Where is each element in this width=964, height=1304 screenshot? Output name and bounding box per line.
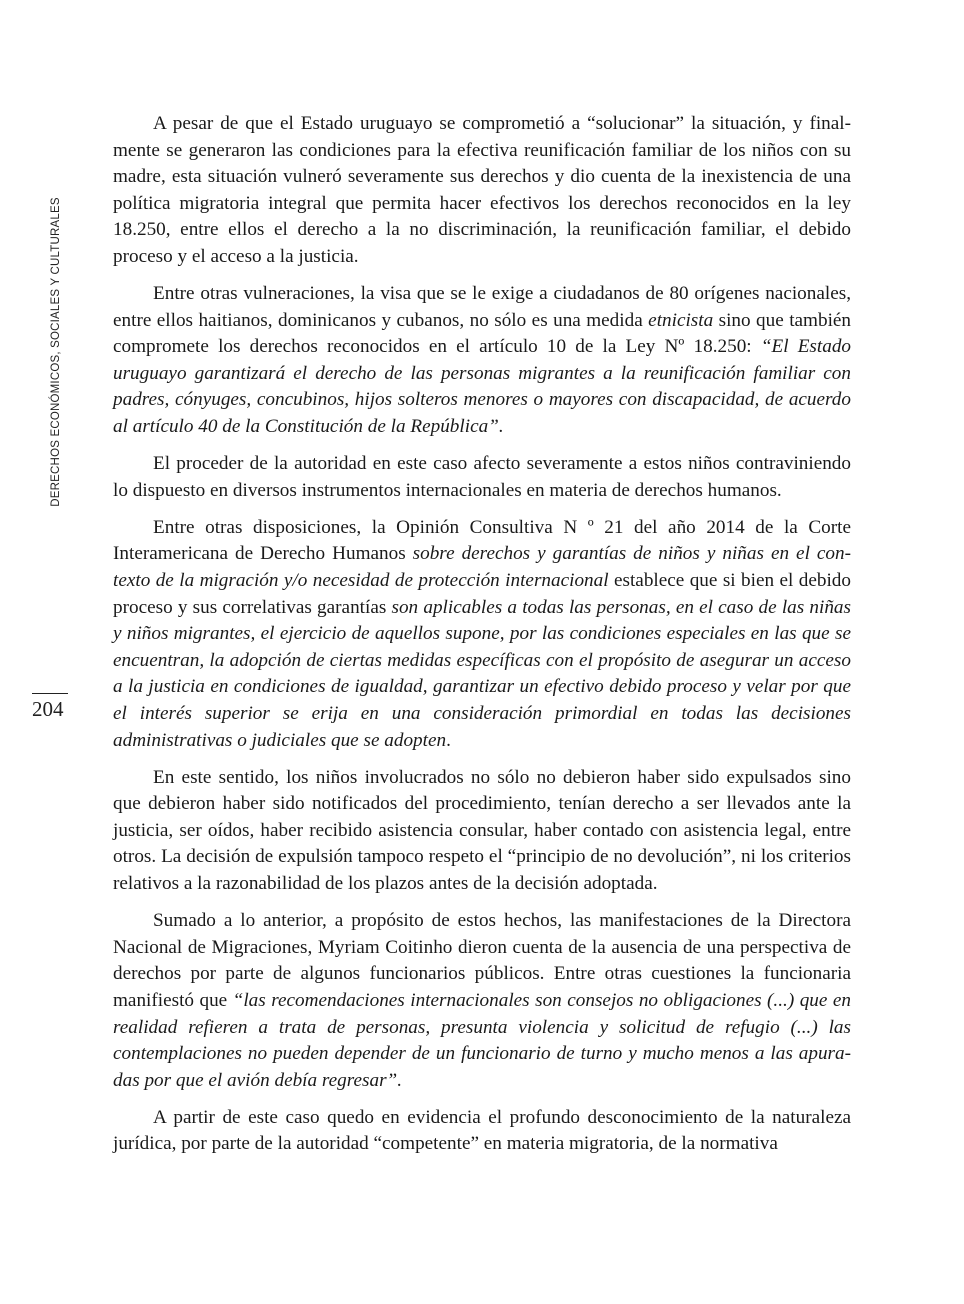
page-number: 204 (32, 697, 64, 721)
paragraph (113, 1105, 851, 1158)
text-run: establece que si bien el debido proceso y sus correlativas garantías (113, 570, 851, 618)
paragraph (113, 908, 851, 1094)
page-number-rule (32, 693, 68, 694)
text-run: A pesar de que el Estado uruguayo se comprometió a “solucionar” la situación, y finalmente se generaron las condiciones para la efectiva reunificación familiar de los niños con su madre, esta situación vulneró severamente sus derechos y dio cuenta de la inexistencia de una política migratoria integral que permita hacer efectivos los derechos reconocidos en la ley 18.250, entre ellos el derecho a la no discriminación, la reunificación familiar, el debido proceso y el acceso a la justicia. (113, 113, 851, 267)
italic-run: “las recomendaciones internacionales son consejos no obligaciones (...) que en realidad refieren a trata de personas, presunta violencia y solicitud de refugio (...) las contemplaciones no pueden depender de un funcionario de turno y mucho menos a las apuradas por que el avión debía regresar”. (113, 989, 851, 1091)
text-run: Sumado a lo anterior, a propósito de estos hechos, las manifestaciones de la Directora Nacional de Migraciones, Myriam Coitinho dieron cuenta de la ausencia de una perspectiva de derechos por parte de algunos funcionarios públicos. Entre otras cuestiones la funcionaria manifiestó que (113, 910, 851, 1011)
body-text (113, 111, 851, 1168)
paragraph (113, 451, 851, 504)
italic-run: sobre derechos y garantías de niños y niñas en el contexto de la migración y/o necesidad de protección internacional (113, 543, 851, 591)
text-run: Entre otras vulneraciones, la visa que se le exige a ciudadanos de 80 orígenes nacionales, entre ellos haitianos, dominicanos y cubanos, no sólo es una medida (113, 283, 851, 331)
paragraph (113, 111, 851, 271)
italic-run: “El Estado uruguayo garantizará el derecho de las personas migrantes a la reunificación familiar con padres, cónyuges, concubinos, hijos solteros menores o mayores con discapacidad, de acuerdo al artículo 40 de la Constitución de la República”. (113, 336, 852, 438)
paragraph (113, 281, 851, 441)
text-run: El proceder de la autoridad en este caso afecto severamente a estos niños contraviniendo lo dispuesto en diversos instrumentos internacionales en materia de derechos humanos. (113, 453, 851, 501)
paragraph (113, 515, 851, 754)
text-run: sino que también compromete los derechos reconocidos en el artículo 10 de la Ley Nº 18.250: (113, 309, 852, 358)
text-run: Entre otras disposiciones, la Opinión Consultiva N º 21 del año 2014 de la Corte Interamericana de Derecho Humanos (113, 516, 851, 565)
italic-run: etnicista (648, 309, 714, 331)
text-run: A partir de este caso quedo en evidencia el profundo desconocimiento de la naturaleza jurídica, por parte de la autoridad “competente” en materia migratoria, de la normativa (113, 1106, 851, 1155)
italic-run: son aplicables a todas las personas, en el caso de las niñas y niños migrantes, el ejercicio de aquellos supone, por las condiciones especiales en las que se encuentran, la adopción de ciertas medidas específicas con el propósito de asegurar un acceso a la justicia en condiciones de igualdad, garantizar un efectivo debido proceso y velar por que el interés superior se erija en una consideración primordial en todas las decisiones administrativas o judiciales que se adopten (113, 596, 851, 751)
running-title: DERECHOS ECONÓMICOS, SOCIALES Y CULTURALES (50, 197, 62, 507)
text-run: En este sentido, los niños involucrados no sólo no debieron haber sido expulsados sino que debieron haber sido notificados del procedimiento, tenían derecho a ser llevados ante la justicia, ser oídos, haber recibido asistencia consular, haber contado con asistencia legal, entre otros. La decisión de expulsión tampoco respeto el “principio de no devolución”, ni los criterios relativos a la razonabilidad de los plazos antes de la decisión adoptada. (113, 766, 851, 895)
text-run: . (446, 729, 451, 751)
paragraph (113, 765, 851, 898)
